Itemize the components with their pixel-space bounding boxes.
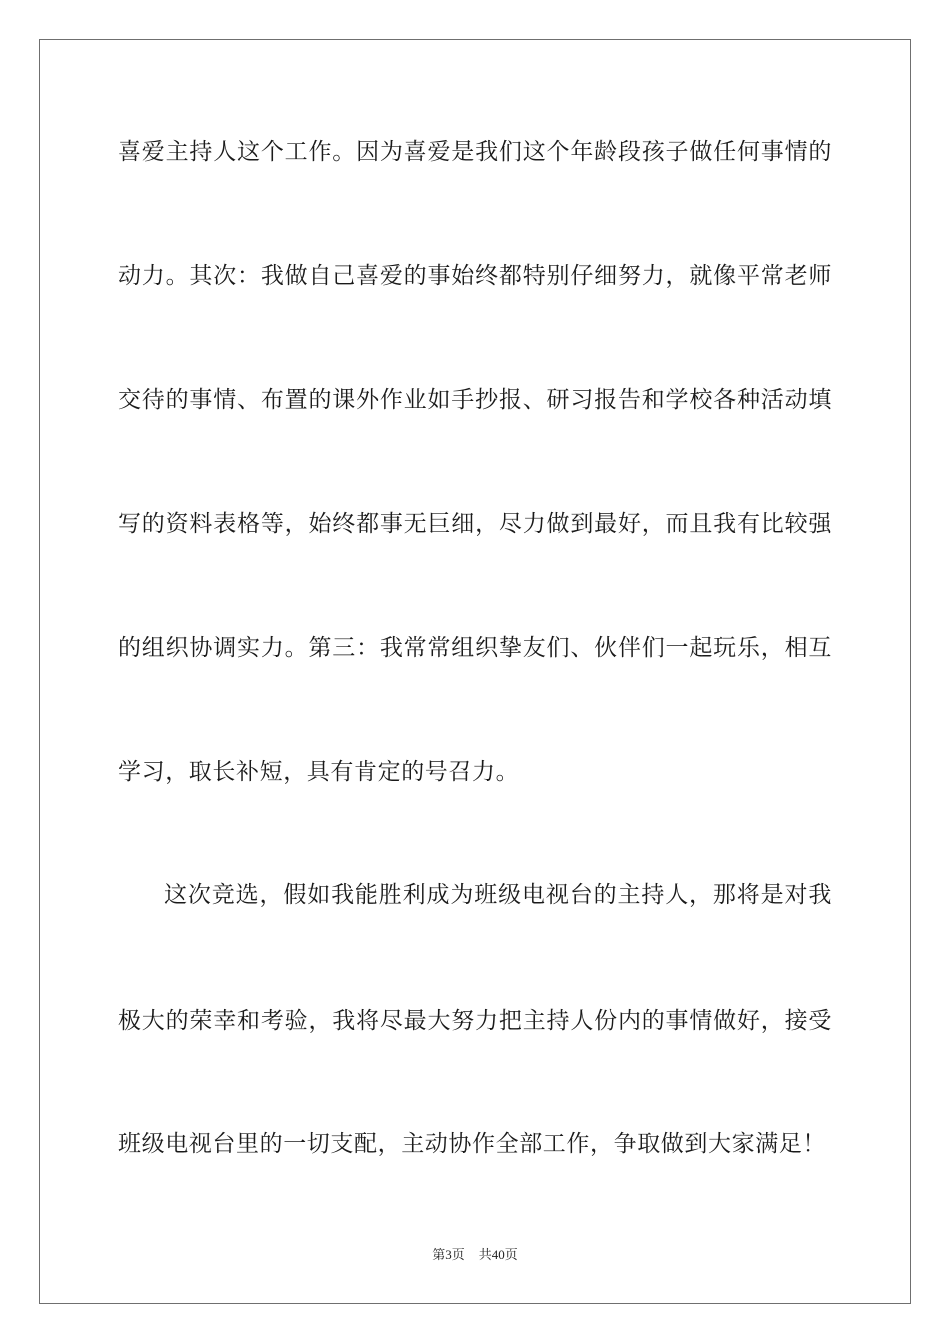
body-line-2: 动力。其次：我做自己喜爱的事始终都特别仔细努力，就像平常老师: [118, 263, 832, 289]
body-line-7: 这次竞选，假如我能胜利成为班级电视台的主持人，那将是对我: [164, 882, 832, 908]
page-footer: [0, 1246, 950, 1264]
body-line-3: 交待的事情、布置的课外作业如手抄报、研习报告和学校各种活动填: [118, 387, 832, 413]
body-line-4: 写的资料表格等，始终都事无巨细，尽力做到最好，而且我有比较强: [118, 511, 832, 537]
body-line-8: 极大的荣幸和考验，我将尽最大努力把主持人份内的事情做好，接受: [118, 1008, 832, 1034]
page-number: 第3页: [432, 1247, 465, 1262]
body-line-5: 的组织协调实力。第三：我常常组织挚友们、伙伴们一起玩乐，相互: [118, 635, 832, 661]
page-border: [39, 39, 911, 1304]
page-total: 共40页: [478, 1247, 518, 1262]
body-line-1: 喜爱主持人这个工作。因为喜爱是我们这个年龄段孩子做任何事情的: [118, 139, 832, 165]
body-line-9: 班级电视台里的一切支配，主动协作全部工作，争取做到大家满足！: [118, 1131, 826, 1157]
body-line-6: 学习，取长补短，具有肯定的号召力。: [118, 759, 520, 785]
